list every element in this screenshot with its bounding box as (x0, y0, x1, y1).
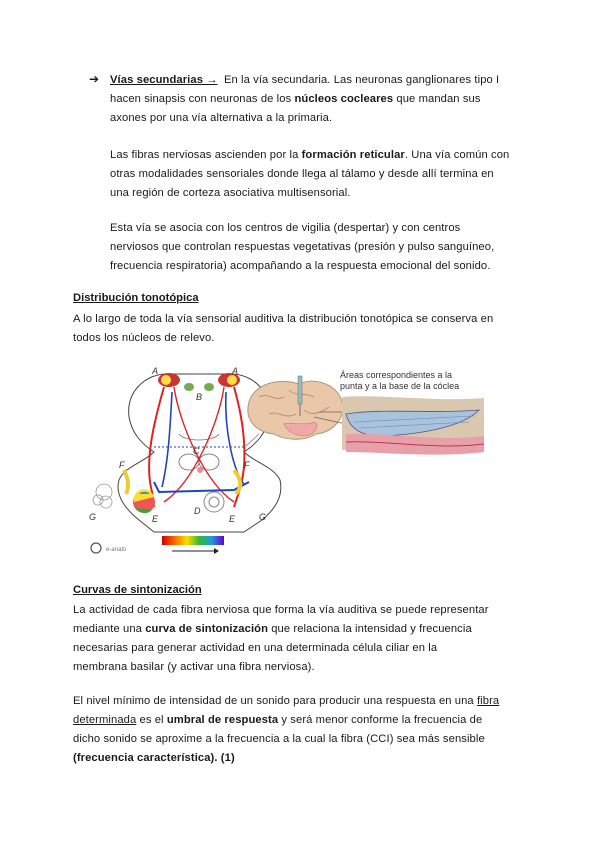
text-span: Las fibras nerviosas ascienden por la (110, 149, 302, 161)
bold-term: umbral de respuesta (166, 714, 279, 726)
secundarias-line-3: axones por una vía alternativa a la primaria. (110, 112, 333, 124)
text-span: que mandan sus (393, 93, 481, 105)
bold-term: núcleos cocleares (294, 93, 394, 105)
tonotopica-heading: Distribución tonotópica (73, 292, 199, 304)
bullet-arrow-icon: ➔ (89, 72, 100, 86)
umbral-line-3: dicho sonido se aproxime a la frecuencia a la cual la fibra (CCI) sea más sensible (73, 733, 485, 745)
umbral-line-1 (73, 692, 499, 711)
text-span: es el (136, 714, 167, 726)
umbral-line-2 (73, 711, 482, 730)
vigilia-line-3: frecuencia respiratoria) acompañando a la respuesta emocional del sonido. (110, 260, 491, 272)
vigilia-line-1: Esta vía se asocia con los centros de vigilia (despertar) y con centros (110, 222, 461, 234)
auditory-pathway-figure (84, 362, 484, 558)
figure-logo: e-anato (106, 547, 127, 553)
text-span: y será menor conforme la frecuencia de (278, 714, 483, 726)
tonotopica-line-2: todos los núcleos de relevo. (73, 332, 215, 344)
figure-label-f: F (119, 460, 125, 470)
bold-term: formación reticular (301, 149, 405, 161)
curvas-heading: Curvas de sintonización (73, 584, 202, 596)
umbral-line-4: (frecuencia característica). (1) (73, 752, 235, 764)
figure-label-b: B (196, 392, 203, 402)
curvas-line-2 (73, 620, 472, 639)
underlined-term: fibra (476, 695, 500, 707)
tonotopica-line-1: A lo largo de toda la vía sensorial auditiva la distribución tonotópica se conserva en (73, 313, 494, 325)
curvas-line-3: necesarias para generar actividad en una determinada célula ciliar en la (73, 642, 438, 654)
underlined-term: determinada (73, 714, 137, 726)
text-span: . Una vía común con (404, 149, 510, 161)
text-span: hacen sinapsis con neuronas de los (110, 93, 295, 105)
figure-label-f: F (244, 460, 250, 470)
secundarias-line-2 (110, 90, 481, 109)
text-span: mediante una (73, 623, 146, 635)
figure-caption-line-1: Áreas correspondientes a la (340, 370, 453, 380)
figure-label-g: G (259, 512, 267, 522)
secundarias-text: En la vía secundaria. Las neuronas ganglionares tipo I (223, 74, 500, 86)
vigilia-line-2: nerviosos que controlan respuestas vegetativas (presión y pulso sanguíneo, (110, 241, 495, 253)
curvas-line-1: La actividad de cada fibra nerviosa que forma la vía auditiva se puede representar (73, 604, 489, 616)
figure-label-c: C (193, 446, 200, 456)
formacion-line-3: una región de corteza asociativa multisensorial. (110, 187, 351, 199)
secundarias-line-1 (110, 71, 499, 90)
figure-label-g: G (89, 512, 97, 522)
bold-term: curva de sintonización (145, 623, 269, 635)
figure-label-d: D (194, 506, 201, 516)
formacion-line-1 (110, 146, 509, 165)
curvas-line-4: membrana basilar (y activar una fibra nerviosa). (73, 661, 315, 673)
figure-label-e: E (152, 514, 159, 524)
figure-label-e: E (229, 514, 236, 524)
formacion-line-2: otras modalidades sensoriales donde llega al tálamo y desde allí termina en (110, 168, 494, 180)
figure-label-a: A (152, 366, 159, 376)
text-span: El nivel mínimo de intensidad de un sonido para producir una respuesta en una (73, 695, 477, 707)
auditory-pathway-illustration (84, 362, 484, 558)
figure-caption-line-2: punta y a la base de la cóclea (340, 381, 460, 391)
figure-label-a: A (232, 366, 239, 376)
text-span: que relaciona la intensidad y frecuencia (268, 623, 472, 635)
secundarias-title: Vías secundarias → (110, 74, 218, 86)
